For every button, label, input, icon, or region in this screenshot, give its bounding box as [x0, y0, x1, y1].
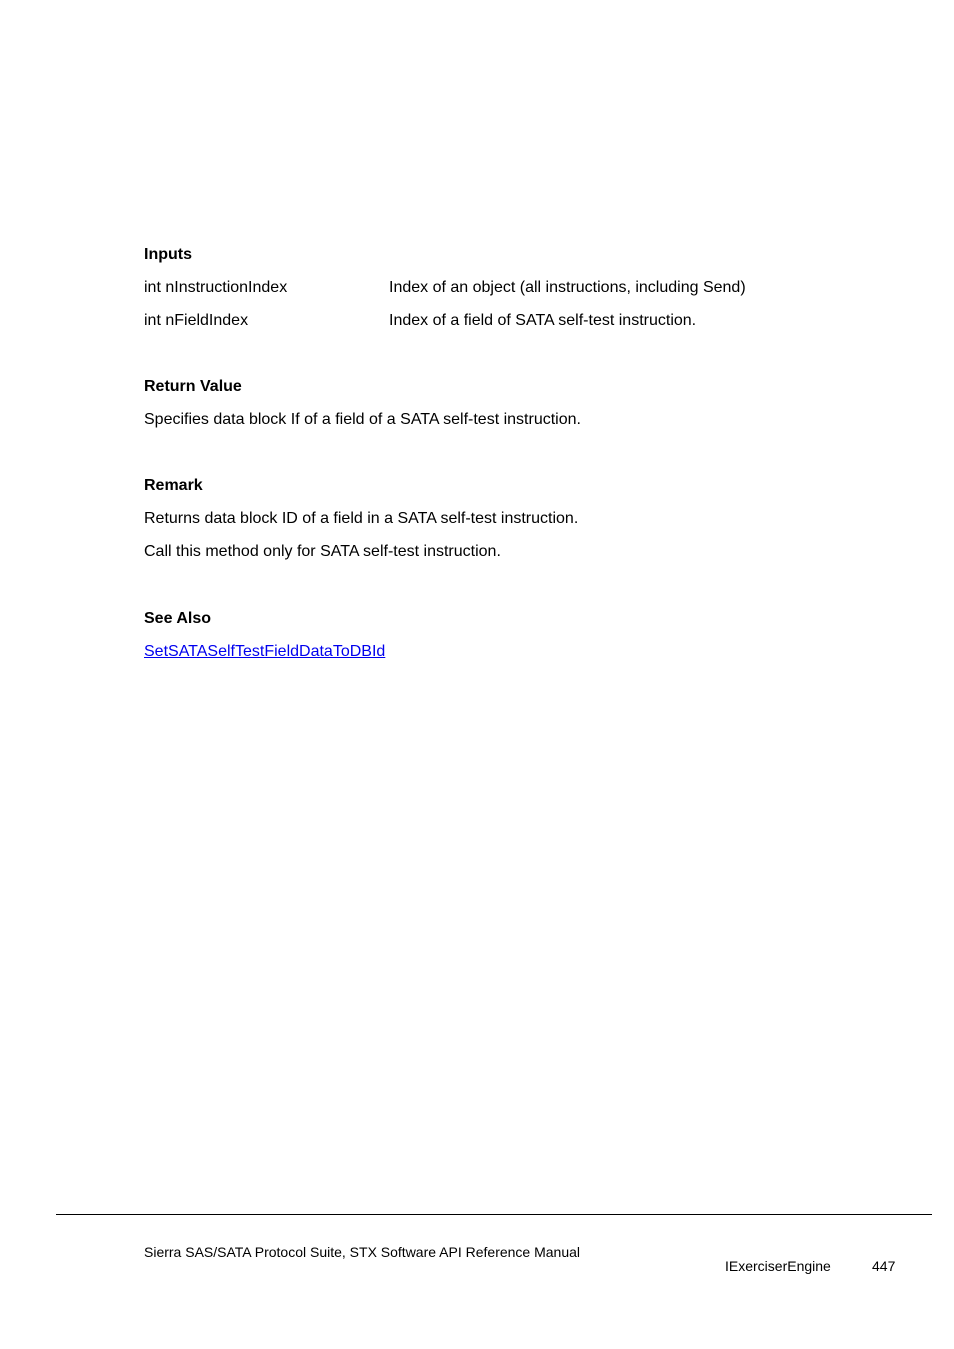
param-description: Index of a field of SATA self-test instruction. — [389, 312, 697, 329]
see-also-link[interactable]: SetSATASelfTestFieldDataToDBId — [144, 643, 386, 660]
footer-divider — [56, 1214, 932, 1215]
param-name: int nInstructionIndex — [144, 279, 288, 296]
return-value-heading: Return Value — [144, 378, 242, 395]
see-also-heading: See Also — [144, 610, 211, 627]
param-description: Index of an object (all instructions, including Send) — [389, 279, 746, 296]
footer-manual-title: Sierra SAS/SATA Protocol Suite, STX Software API Reference Manual — [144, 1244, 581, 1260]
return-value-text: Specifies data block If of a field of a SATA self-test instruction. — [144, 411, 581, 428]
remark-line: Returns data block ID of a field in a SATA self-test instruction. — [144, 510, 579, 527]
remark-line: Call this method only for SATA self-test instruction. — [144, 543, 501, 560]
footer-page-number: 447 — [872, 1258, 896, 1274]
footer-section: IExerciserEngine — [725, 1258, 831, 1274]
inputs-heading: Inputs — [144, 246, 192, 263]
param-name: int nFieldIndex — [144, 312, 249, 329]
remark-heading: Remark — [144, 477, 203, 494]
